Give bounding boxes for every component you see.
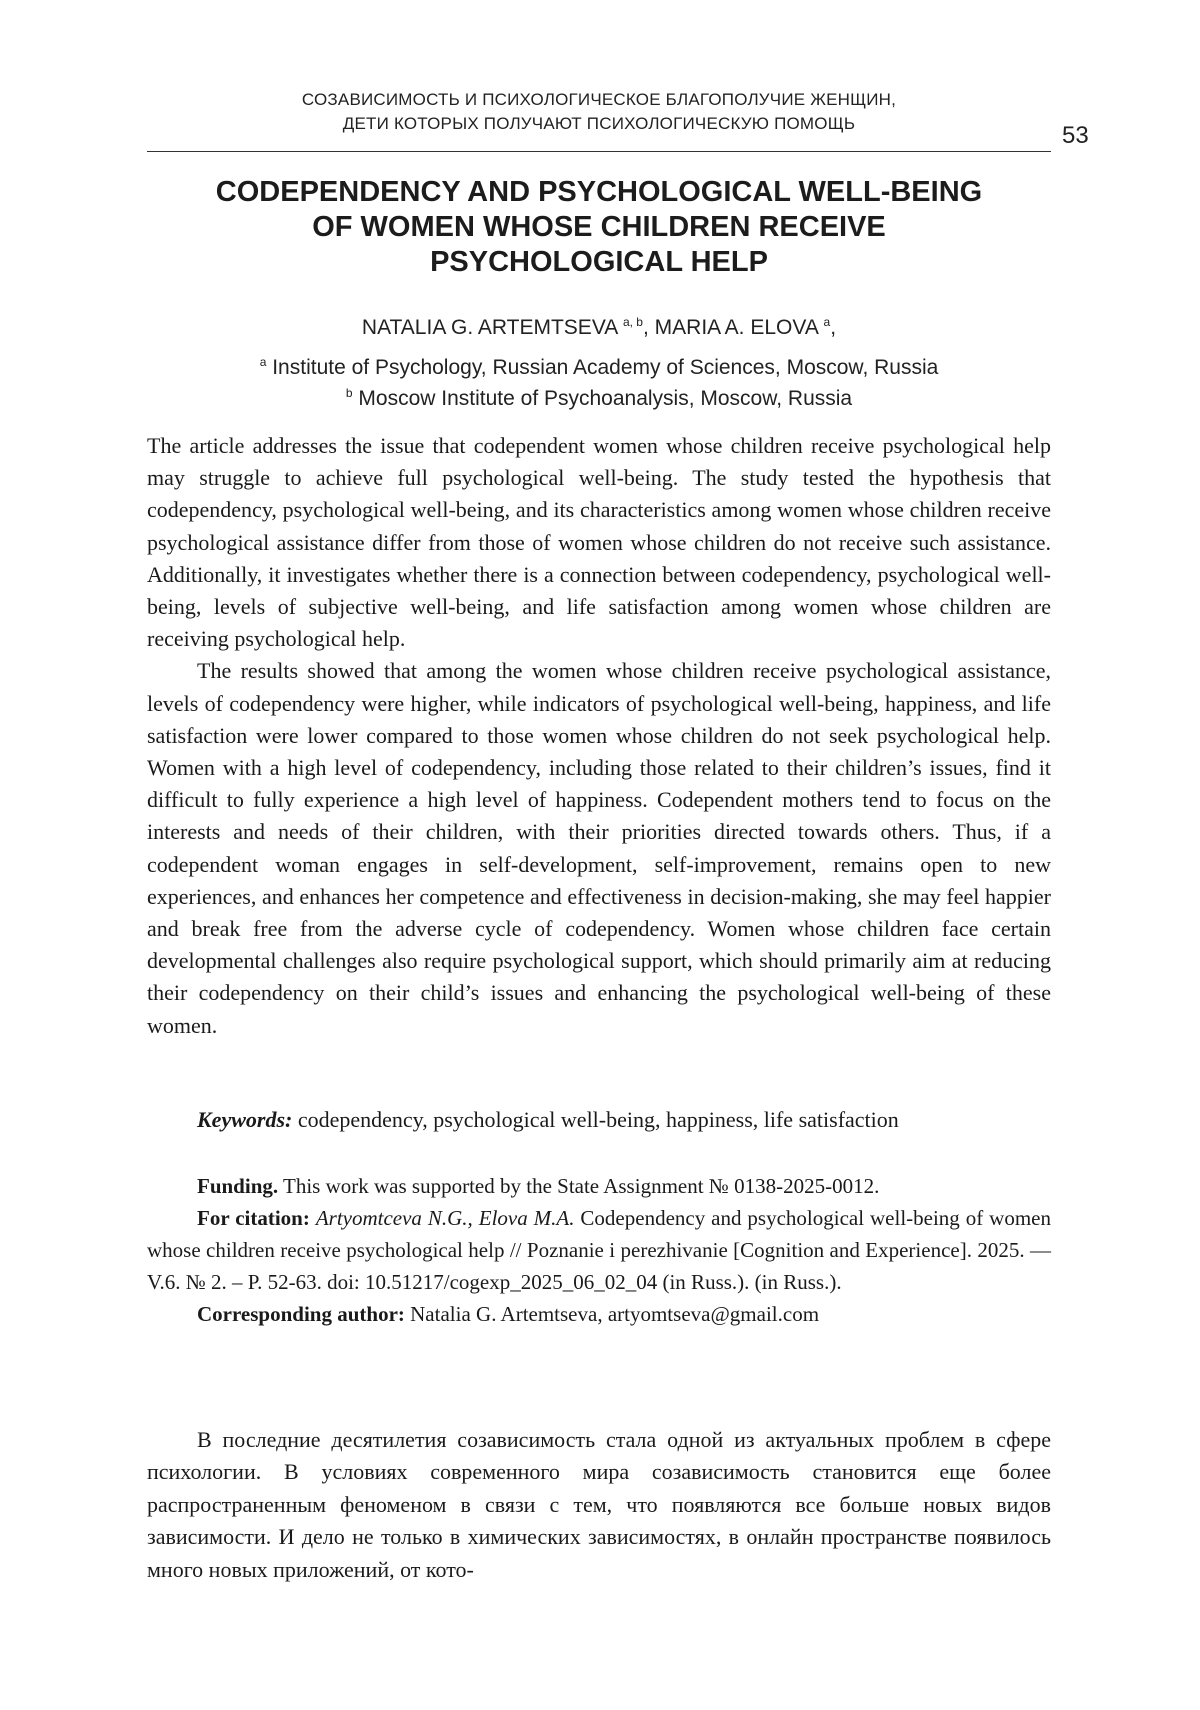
affiliation-text: Institute of Psychology, Russian Academy of Sciences, Moscow, Russia bbox=[272, 356, 939, 379]
keywords-label: Keywords: bbox=[197, 1107, 293, 1132]
abstract bbox=[147, 430, 1051, 1042]
affiliation-marks: a bbox=[823, 315, 831, 329]
body-paragraph: В последние десятилетия созависимость стала одной из актуальных проблем в сфере психологии. В условиях современного мира созависимость становится еще более распространенным феноменом в связи с тем, что появляются все больше новых видов зависимости. И дело не только в химических зависимостях, в онлайн пространстве появилось много новых приложений, от кото- bbox=[147, 1427, 1051, 1582]
abstract-paragraph: The article addresses the issue that codependent women whose children receive psychological help may struggle to achieve full psychological well-being. The study tested the hypothesis that codependency, psychological well-being, and its characteristics among women whose children receive psychological assistance differ from those of women whose children do not receive such assistance. Additionally, it investigates whether there is a connection between codependency, psychological well-being, levels of subjective well-being, and life satisfaction among women whose children are receiving psychological help. bbox=[147, 433, 1051, 652]
affiliation-a bbox=[147, 353, 1051, 383]
corresponding-author bbox=[147, 1298, 1051, 1330]
author-trailing: , bbox=[830, 316, 837, 339]
running-header-line-1: СОЗАВИСИМОСТЬ И ПСИХОЛОГИЧЕСКОЕ БЛАГОПОЛУЧИЕ ЖЕНЩИН, bbox=[301, 90, 897, 109]
keywords-text: codependency, psychological well-being, happiness, life satisfaction bbox=[292, 1107, 899, 1132]
author-separator: , bbox=[642, 316, 655, 339]
keywords bbox=[147, 1104, 1051, 1136]
funding bbox=[147, 1170, 1051, 1202]
citation-authors: Artyomtceva N.G., Elova M.A. bbox=[315, 1206, 575, 1230]
affiliation-b bbox=[147, 384, 1051, 414]
affiliation-marks: a, b bbox=[622, 315, 643, 329]
citation-text: Codependency and psychological well-being of women whose children receive psychological help // Poznanie i perezhivanie [Cognition and Experience]. 2025. — V.6. № 2. – P. 52-63. doi: 10.51217/cogexp_2025_06_02_04 (in Russ.). (in Russ.). bbox=[147, 1206, 1052, 1294]
running-header bbox=[147, 88, 1051, 136]
corresponding-label: Corresponding author: bbox=[197, 1302, 405, 1326]
author-list bbox=[147, 314, 1051, 342]
title-line-1: CODEPENDENCY AND PSYCHOLOGICAL WELL-BEING bbox=[215, 176, 983, 208]
author-name: NATALIA G. ARTEMTSEVA bbox=[361, 316, 618, 339]
main-text bbox=[147, 1424, 1051, 1586]
author-name: MARIA A. ELOVA bbox=[654, 316, 818, 339]
citation-label: For citation: bbox=[197, 1206, 310, 1230]
corresponding-text: Natalia G. Artemtseva, artyomtseva@gmail.com bbox=[404, 1302, 820, 1326]
title-line-2: OF WOMEN WHOSE CHILDREN RECEIVE bbox=[312, 211, 886, 243]
affiliation-text: Moscow Institute of Psychoanalysis, Moscow, Russia bbox=[358, 387, 853, 410]
page-number: 53 bbox=[1062, 122, 1089, 149]
article-title bbox=[147, 175, 1051, 280]
article-metadata bbox=[147, 1170, 1051, 1330]
title-line-3: PSYCHOLOGICAL HELP bbox=[430, 246, 768, 278]
citation bbox=[147, 1202, 1051, 1298]
funding-label: Funding. bbox=[197, 1174, 279, 1198]
header-rule bbox=[147, 151, 1051, 152]
funding-text: This work was supported by the State Assignment № 0138-2025-0012. bbox=[278, 1174, 880, 1198]
abstract-paragraph: The results showed that among the women whose children receive psychological assistance, levels of codependency were higher, while indicators of psychological well-being, happiness, and life satisfaction were lower compared to those women whose children do not seek psychological help. Women with a high level of codependency, including those related to their children’s issues, find it difficult to fully experience a high level of happiness. Codependent mothers tend to focus on the interests and needs of their children, with their priorities directed towards others. Thus, if a codependent woman engages in self-development, self-improvement, remains open to new experiences, and enhances her competence and effectiveness in decision-making, she may feel happier and break free from the adverse cycle of codependency. Women whose children face certain developmental challenges also require psychological support, which should primarily aim at reducing their codependency on their child’s issues and enhancing the psychological well-being of these women. bbox=[147, 658, 1051, 1038]
affiliation-mark: b bbox=[345, 386, 353, 400]
running-header-line-2: ДЕТИ КОТОРЫХ ПОЛУЧАЮТ ПСИХОЛОГИЧЕСКУЮ ПОМОЩЬ bbox=[342, 114, 856, 133]
affiliation-mark: a bbox=[259, 355, 267, 369]
